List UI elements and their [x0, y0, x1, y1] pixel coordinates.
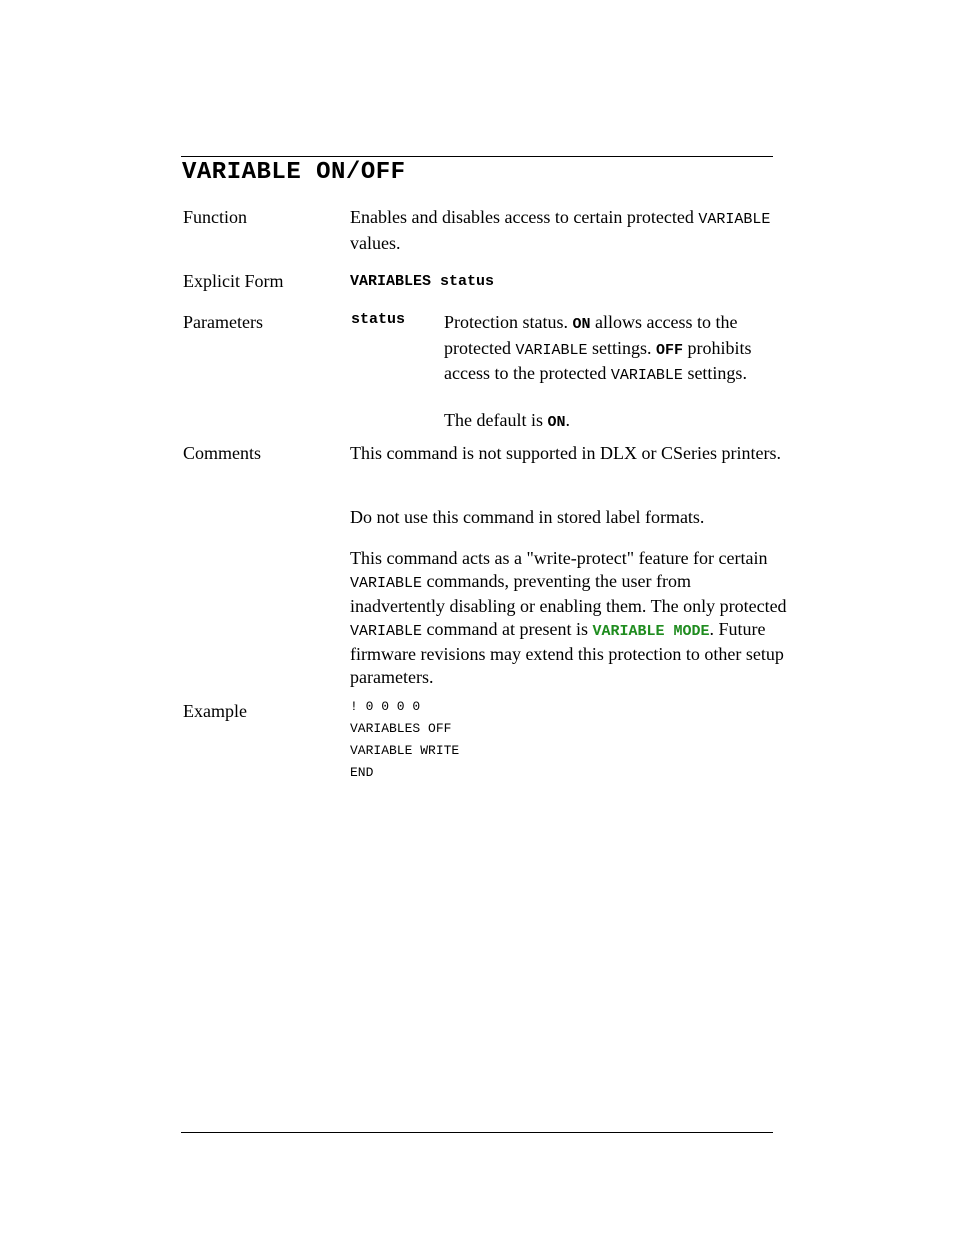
page-title: VARIABLE ON/OFF — [182, 159, 406, 186]
parameters-label: Parameters — [183, 312, 263, 332]
example-code-block — [350, 696, 459, 784]
code-line: VARIABLES OFF — [350, 721, 452, 736]
bottom-rule — [181, 1132, 773, 1133]
code-line: VARIABLE WRITE — [350, 743, 460, 758]
variable-mode-link[interactable]: VARIABLE MODE — [592, 622, 710, 640]
example-label: Example — [183, 701, 247, 721]
explicit-form-label: Explicit Form — [183, 271, 284, 291]
parameter-default: The default is ON. — [444, 410, 570, 431]
explicit-form-code: VARIABLES status — [350, 273, 495, 290]
function-description: Enables and disables access to certain protected VARIABLE values. — [350, 207, 771, 253]
top-rule — [181, 156, 773, 157]
comments-para-1: This command is not supported in DLX or CSeries printers. — [350, 443, 781, 463]
comments-para-3: This command acts as a "write-protect" feature for certain VARIABLE commands, preventing the user from inadvertently disabling or enabling them. The only protected VARIABLE command at present is VARIABLE MODE. Future firmware revisions may extend this protection to other setup parameters. — [350, 548, 787, 687]
comments-label: Comments — [183, 443, 262, 463]
parameter-description: Protection status. ON allows access to the protected VARIABLE settings. OFF prohibits access to the protected VARIABLE settings. — [444, 312, 752, 384]
comments-para-2: Do not use this command in stored label formats. — [350, 507, 705, 527]
code-line: ! 0 0 0 0 — [350, 699, 421, 714]
code-line: END — [350, 765, 374, 780]
function-label: Function — [183, 207, 248, 227]
parameter-name: status — [351, 311, 406, 328]
